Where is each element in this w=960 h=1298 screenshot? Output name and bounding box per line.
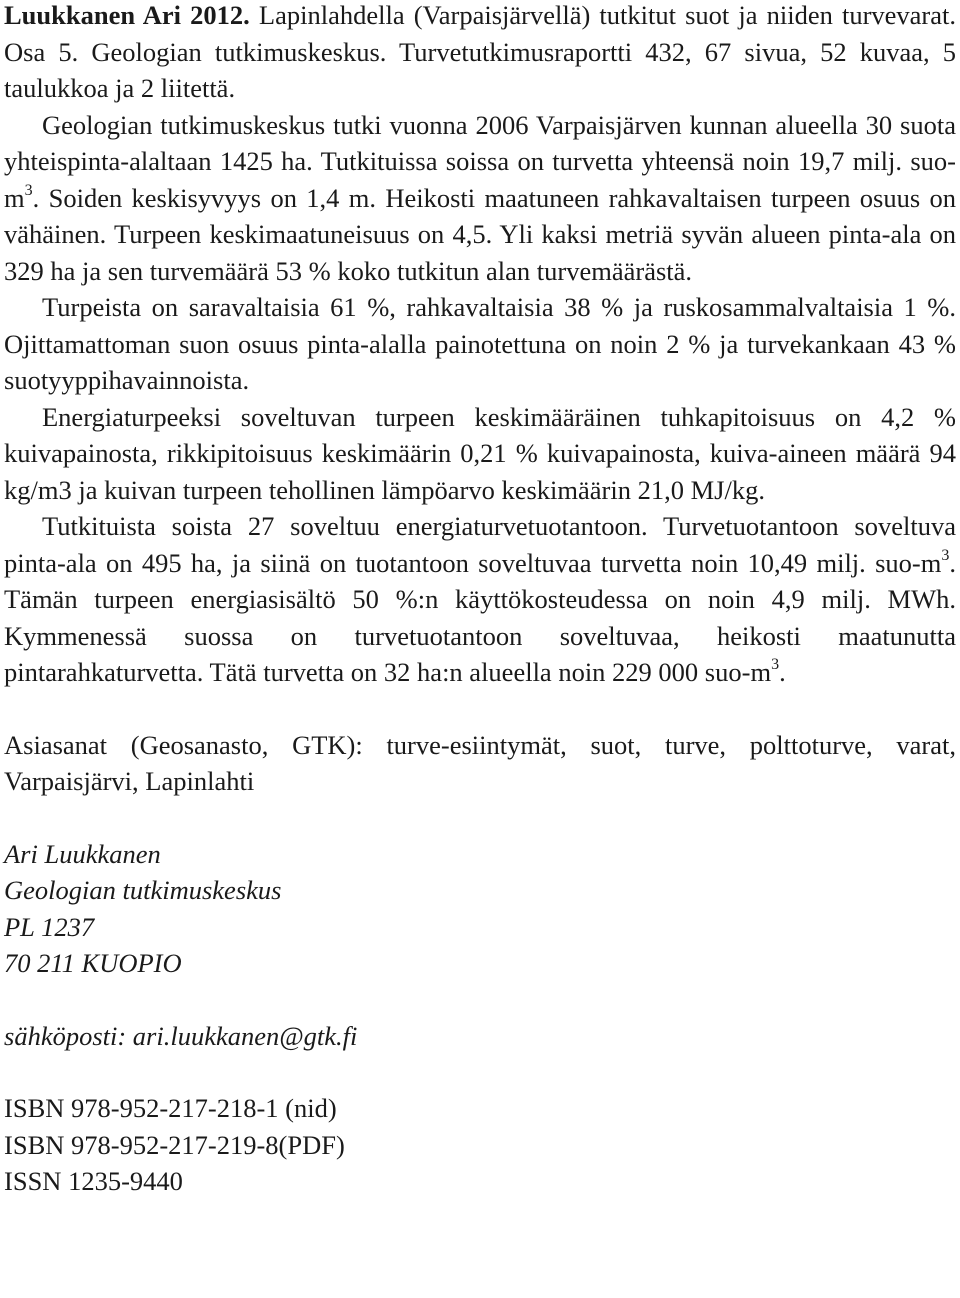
abstract bbox=[4, 0, 956, 691]
abstract-p4-text-a: Tutkituista soista 27 soveltuu energiaturvetuotantoon. Turvetuotantoon soveltuva pinta-ala on 495 ha, ja siinä on tuotantoon soveltuvaa turvetta noin 10,49 milj. suo-m bbox=[4, 511, 956, 578]
abstract-paragraph-2: Turpeista on saravaltaisia 61 %, rahkavaltaisia 38 % ja ruskosammalvaltaisia 1 %. Ojittamattoman suon osuus pinta-alalla painotettuna on noin 2 % ja turvekankaan 43 % suotyyppihavainnoista. bbox=[4, 292, 956, 395]
publication-identifiers bbox=[4, 1090, 956, 1200]
superscript-3: 3 bbox=[24, 181, 33, 199]
author-contact bbox=[4, 836, 956, 982]
reference-paragraph bbox=[4, 0, 956, 107]
abstract-p4-text-c: . bbox=[779, 657, 786, 687]
abstract-p1-text-b: . Soiden keskisyvyys on 1,4 m. Heikosti maatuneen rahkavaltaisen turpeen osuus on vähäinen. Turpeen keskimaatuneisuus on 4,5. Yli kaksi metriä syvän alueen pinta-ala on 329 ha ja sen turvemäärä 53 % koko tutkitun alan turvemäärästä. bbox=[4, 182, 956, 286]
reference-title: Lapinlahdella (Varpaisjärvellä) tutkitut suot ja niiden turvevarat. Osa 5. Geologian tutkimuskeskus. Turvetutkimusraportti 432, 67 sivua, 52 kuvaa, 5 taulukkoa ja 2 liitettä. bbox=[4, 0, 956, 103]
superscript-3: 3 bbox=[941, 546, 950, 564]
abstract-paragraph-3: Energiaturpeeksi soveltuvan turpeen keskimääräinen tuhkapitoisuus on 4,2 % kuivapainosta, rikkipitoisuus keskimäärin 0,21 % kuivapainosta, kuiva-aineen määrä 94 kg/m3 ja kuivan turpeen tehollinen lämpöarvo keskimäärin 21,0 MJ/kg. bbox=[4, 401, 956, 505]
isbn-pdf: ISBN 978-952-217-219-8(PDF) bbox=[4, 1129, 345, 1160]
author-email: sähköposti: ari.luukkanen@gtk.fi bbox=[4, 1020, 358, 1051]
document-page bbox=[4, 0, 956, 1200]
superscript-3: 3 bbox=[771, 656, 780, 674]
author-postal-address: 70 211 KUOPIO bbox=[4, 948, 182, 978]
author-organization: Geologian tutkimuskeskus bbox=[4, 875, 282, 905]
keywords: Asiasanat (Geosanasto, GTK): turve-esiintymät, suot, turve, polttoturve, varat, Varpaisjärvi, Lapinlahti bbox=[4, 729, 956, 796]
author-name: Ari Luukkanen bbox=[4, 838, 161, 869]
abstract-p1-text-a: Geologian tutkimuskeskus tutki vuonna 2006 Varpaisjärven kunnan alueella 30 suota yhteispinta-alaltaan 1425 ha. Tutkituissa soissa on turvetta yhteensä noin 19,7 milj. suo-m bbox=[4, 109, 956, 213]
issn: ISSN 1235-9440 bbox=[4, 1166, 183, 1196]
author-po-box: PL 1237 bbox=[4, 911, 95, 942]
abstract-paragraph-1 bbox=[4, 107, 956, 290]
isbn-print: ISBN 978-952-217-218-1 (nid) bbox=[4, 1093, 337, 1123]
abstract-paragraph-4 bbox=[4, 508, 956, 691]
reference-author-year: Luukkanen Ari 2012. bbox=[4, 0, 250, 30]
abstract-p4-text-b: . Tämän turpeen energiasisältö 50 %:n käyttökosteudessa on noin 4,9 milj. MWh. Kymmenessä suossa on turvetuotantoon soveltuvaa, heikosti maatunutta pintarahkaturvetta. Tätä turvetta on 32 ha:n alueella noin 229 000 suo-m bbox=[4, 547, 956, 687]
